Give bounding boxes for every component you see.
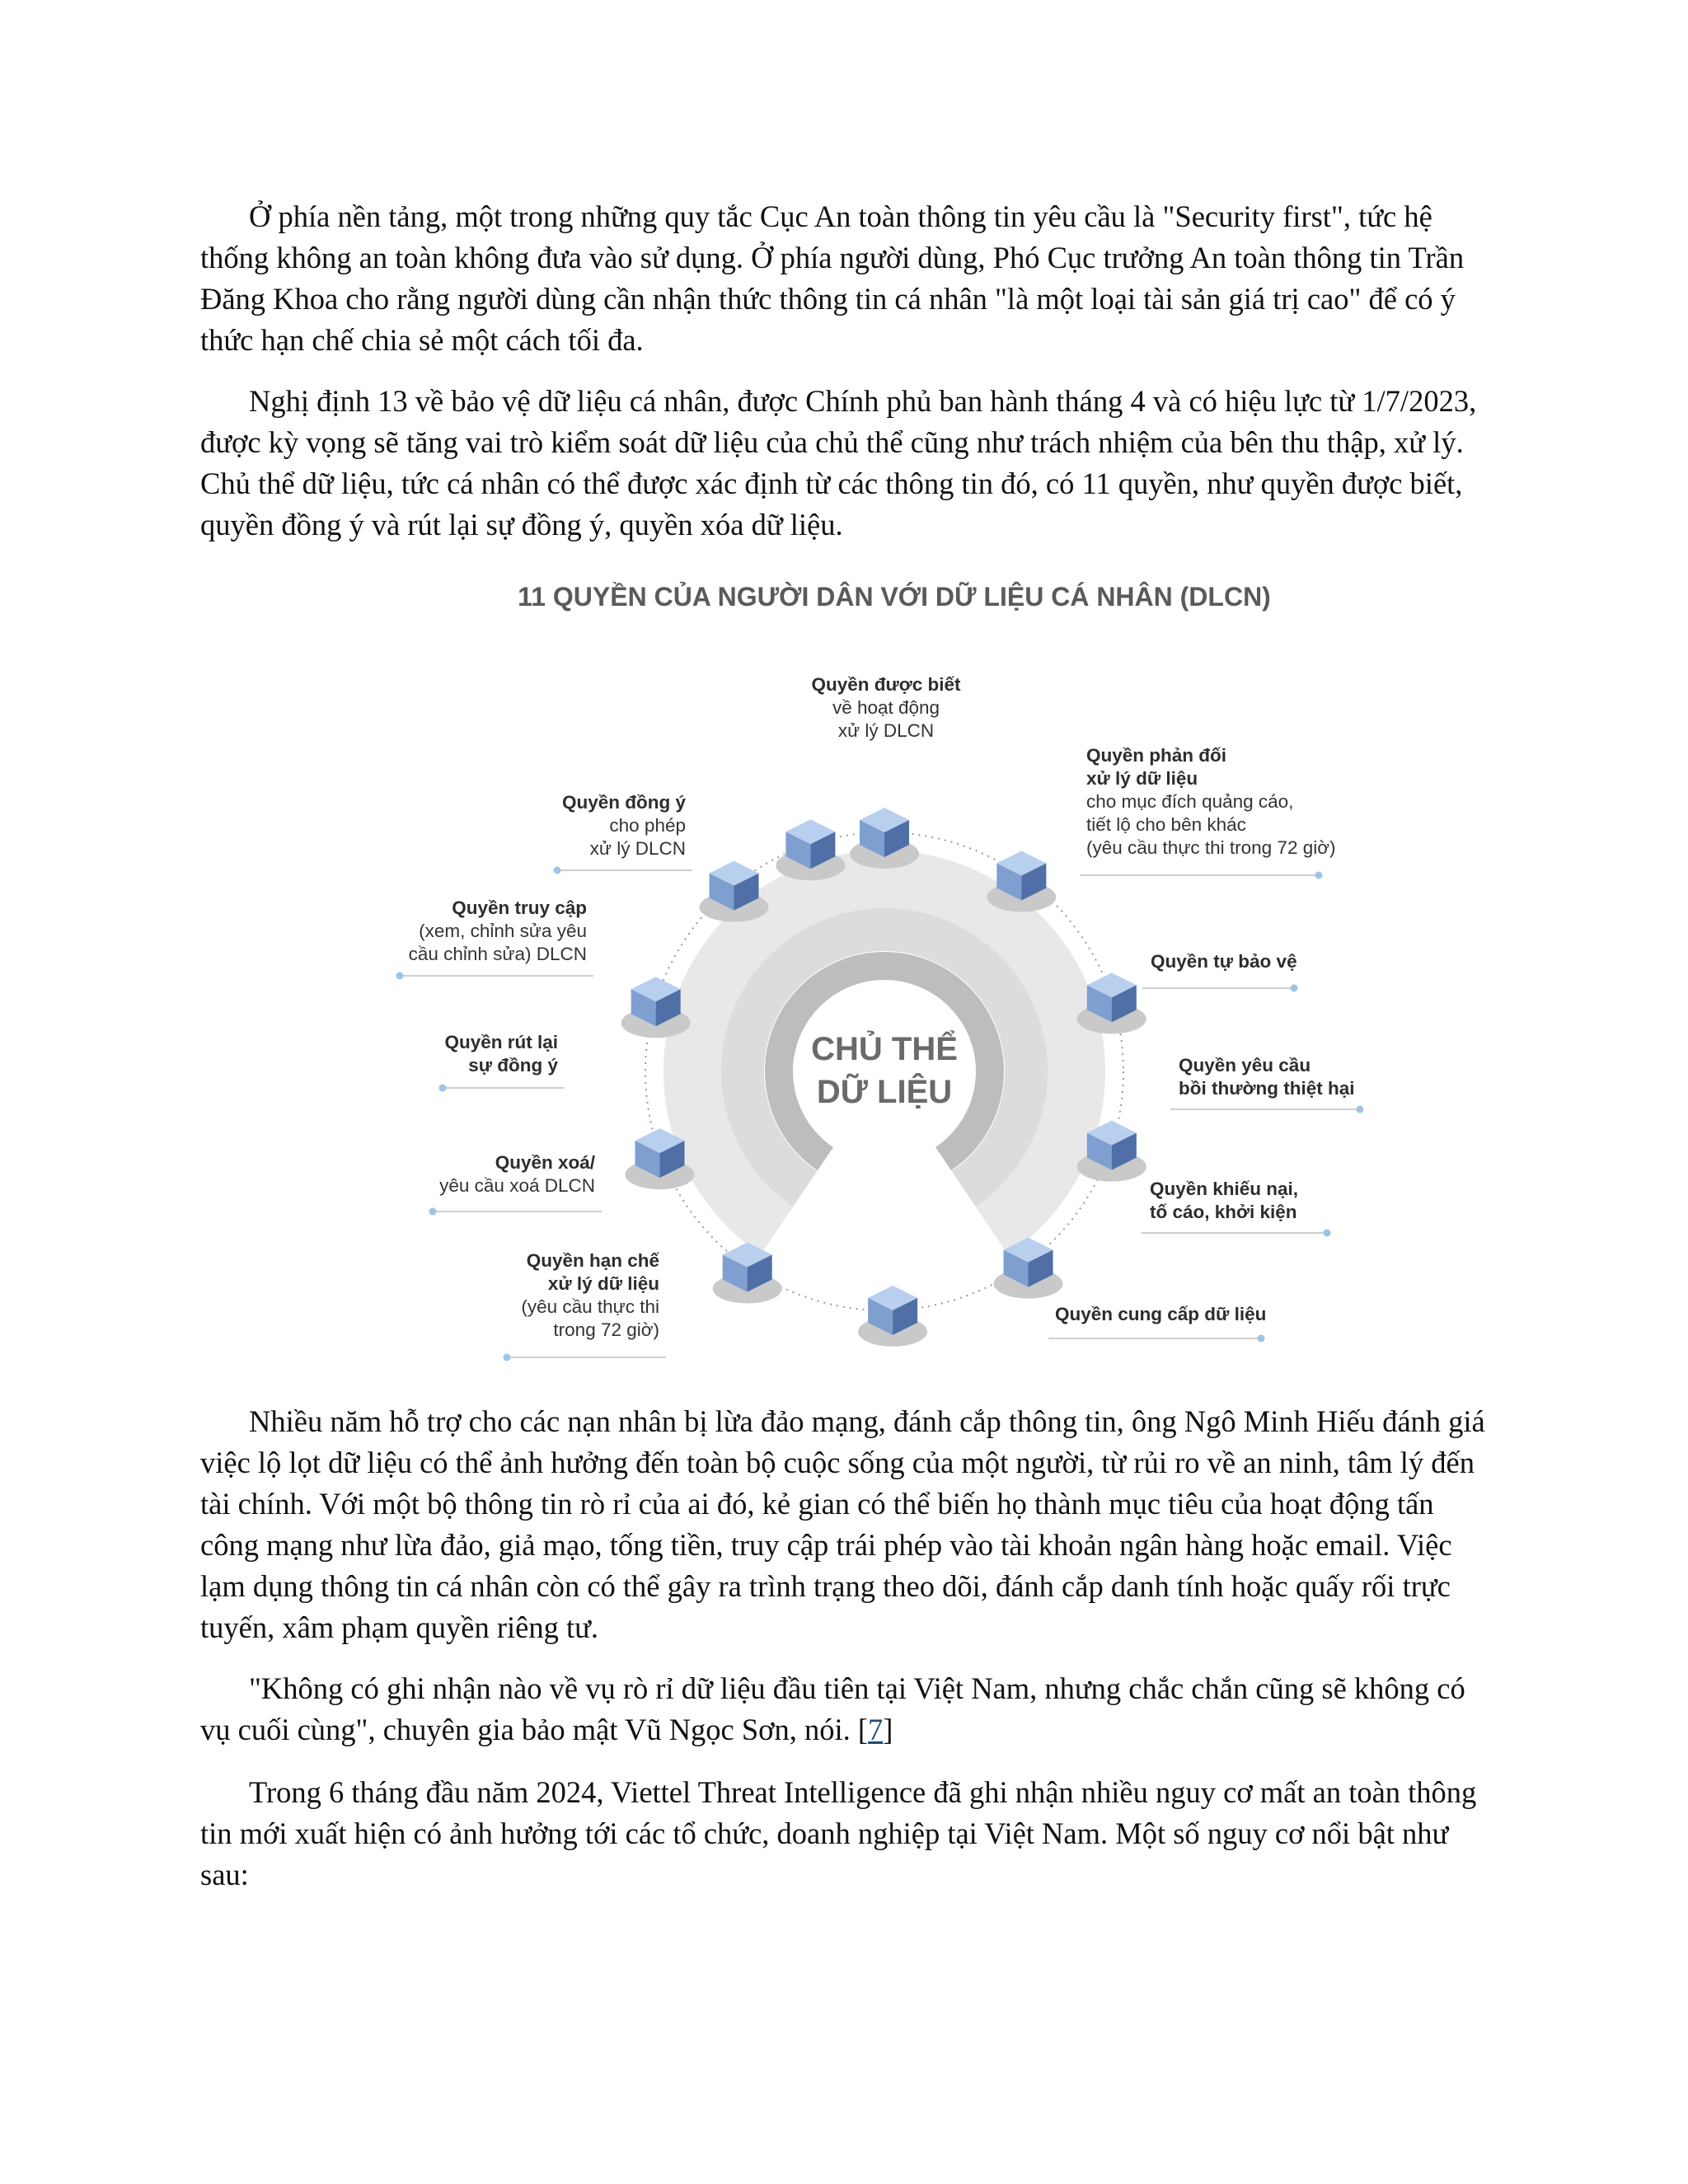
right-label-bold: Quyền xoá/ [495, 1152, 595, 1173]
leader-dot [429, 1208, 437, 1216]
right-label-bold: Quyền khiếu nại, [1150, 1179, 1299, 1199]
reference-close-bracket: ] [883, 1713, 893, 1746]
reference-link-7[interactable]: 7 [868, 1713, 884, 1746]
right-label-bold: xử lý dữ liệu [547, 1273, 659, 1294]
right-label-detail: về hoạt động [832, 697, 940, 718]
right-label-detail: xử lý DLCN [589, 838, 686, 859]
leader-dot [1258, 1335, 1265, 1343]
right-label-bold: Quyền tự bảo vệ [1151, 951, 1297, 972]
leader-dot [396, 972, 404, 980]
right-label-bold: Quyền hạn chế [526, 1250, 659, 1271]
right-label-detail: cho mục đích quảng cáo, [1086, 791, 1294, 812]
right-label-bold: Quyền cung cấp dữ liệu [1055, 1304, 1267, 1324]
leader-dot [1324, 1230, 1331, 1237]
leader-dot [504, 1354, 511, 1361]
right-label-bold: Quyền được biết [811, 674, 961, 695]
right-label-bold: sự đồng ý [468, 1055, 558, 1076]
leader-dot [439, 1085, 447, 1092]
right-label-detail: yêu cầu xoá DLCN [439, 1175, 595, 1196]
right-label-bold: bồi thường thiệt hại [1179, 1078, 1355, 1099]
right-label-bold: Quyền rút lại [444, 1032, 558, 1052]
right-label-detail: (xem, chỉnh sửa yêu [419, 921, 587, 941]
paragraph-security-first: Ở phía nền tảng, một trong những quy tắc Cục An toàn thông tin yêu cầu là "Security first", tức hệ thống không an toàn không đưa vào sử dụng. Ở phía người dùng, Phó Cục trưởng An toàn thông tin Trần Đăng Khoa cho rằng người dùng cần nhận thức thông tin cá nhân "là một loại tài sản giá trị cao" để có ý thức hạn chế chia sẻ một cách tối đa. [200, 199, 1465, 357]
leader-dot [1291, 985, 1298, 992]
right-label-detail: (yêu cầu thực thi [521, 1296, 659, 1317]
paragraph-expert-quote [200, 1668, 1486, 1750]
right-label-detail: tiết lộ cho bên khác [1086, 814, 1246, 835]
leader-dot [554, 867, 561, 874]
right-label-detail: xử lý DLCN [837, 720, 935, 741]
infographic-title: 11 QUYỀN CỦA NGƯỜI DÂN VỚI DỮ LIỆU CÁ NHÂN (DLCN) [518, 582, 1271, 612]
right-label-detail: trong 72 giờ) [553, 1319, 659, 1340]
right-label-detail: (yêu cầu thực thi trong 72 giờ) [1086, 837, 1336, 858]
right-label-bold: Quyền yêu cầu [1179, 1055, 1311, 1076]
paragraph-decree-13: Nghị định 13 về bảo vệ dữ liệu cá nhân, được Chính phủ ban hành tháng 4 và có hiệu lực từ 1/7/2023, được kỳ vọng sẽ tăng vai trò kiểm soát dữ liệu của chủ thể cũng như trách nhiệm của bên thu thập, xử lý. Chủ thể dữ liệu, tức cá nhân có thể được xác định từ các thông tin đó, có 11 quyền, như quyền được biết, quyền đồng ý và rút lại sự đồng ý, quyền xóa dữ liệu. [200, 384, 1477, 541]
right-label-bold: Quyền phản đối [1086, 745, 1227, 766]
right-label-detail: cầu chỉnh sửa) DLCN [408, 944, 587, 964]
right-label-bold: xử lý dữ liệu [1086, 768, 1198, 789]
center-label-line2: DỮ LIỆU [816, 1074, 953, 1110]
center-label-line1: CHỦ THỂ [811, 1031, 958, 1067]
leader-dot [1357, 1106, 1364, 1113]
right-label-detail: cho phép [609, 815, 686, 836]
quote-text: "Không có ghi nhận nào về vụ rò rỉ dữ liệu đầu tiên tại Việt Nam, nhưng chắc chắn cũng sẽ không có vụ cuối cùng", chuyên gia bảo mật Vũ Ngọc Sơn, nói. [ [200, 1671, 1465, 1746]
leader-dot [1315, 872, 1323, 879]
paragraph-data-leak-impact: Nhiều năm hỗ trợ cho các nạn nhân bị lừa đảo mạng, đánh cắp thông tin, ông Ngô Minh Hiếu đánh giá việc lộ lọt dữ liệu có thể ảnh hưởng đến toàn bộ cuộc sống của một người, từ rủi ro về an ninh, tâm lý đến tài chính. Với một bộ thông tin rò rỉ của ai đó, kẻ gian có thể biến họ thành mục tiêu của hoạt động tấn công mạng như lừa đảo, giả mạo, tống tiền, truy cập trái phép vào tài khoản ngân hàng hoặc email. Việc lạm dụng thông tin cá nhân còn có thể gây ra trình trạng theo dõi, đánh cắp danh tính hoặc quấy rối trực tuyến, xâm phạm quyền riêng tư. [200, 1404, 1485, 1644]
right-label-bold: tố cáo, khởi kiện [1150, 1202, 1297, 1222]
right-label-bold: Quyền truy cập [452, 898, 587, 918]
paragraph-viettel-threats: Trong 6 tháng đầu năm 2024, Viettel Threat Intelligence đã ghi nhận nhiều nguy cơ mất an toàn thông tin mới xuất hiện có ảnh hưởng tới các tổ chức, doanh nghiệp tại Việt Nam. Một số nguy cơ nổi bật như sau: [200, 1775, 1477, 1891]
right-label-bold: Quyền đồng ý [561, 792, 686, 813]
